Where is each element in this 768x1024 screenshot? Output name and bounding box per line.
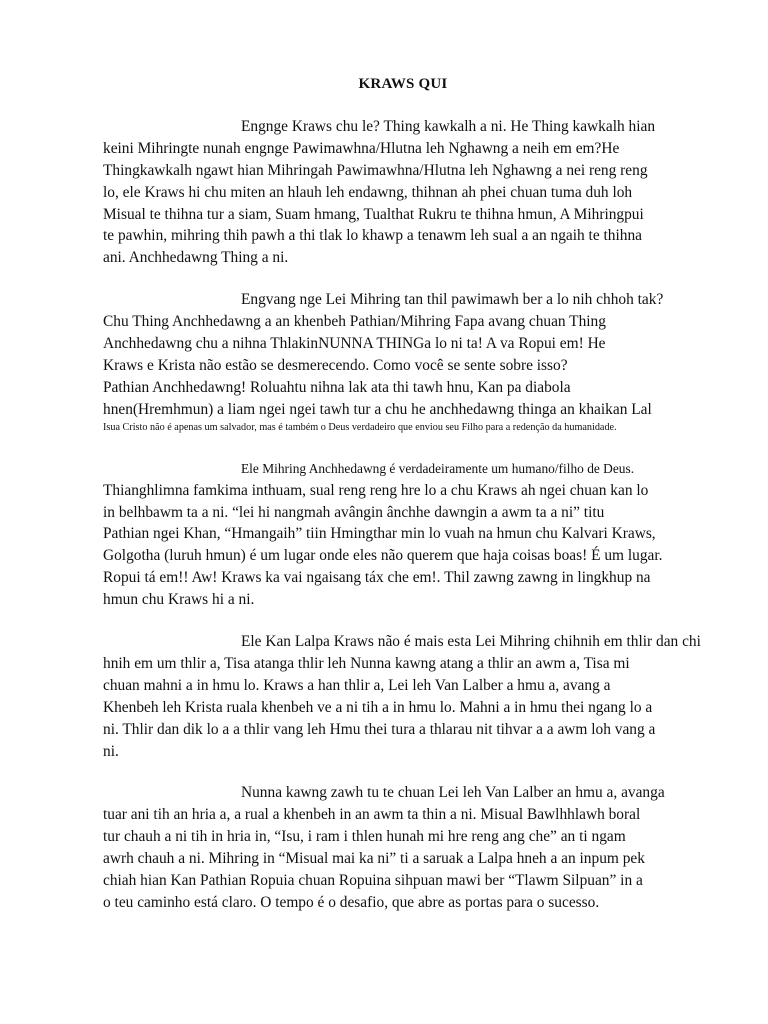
paragraph-line: Chu Thing Anchhedawng a an khenbeh Pathian/Mihring Fapa avang chuan Thing (103, 313, 606, 331)
paragraph-line: o teu caminho está claro. O tempo é o desafio, que abre as portas para o sucesso. (103, 894, 600, 911)
small-print-line: Isua Cristo não é apenas um salvador, mas é também o Deus verdadeiro que enviou seu Filho para a redenção da humanidade. (103, 421, 617, 433)
paragraph-line: keini Mihringte nunah engnge Pawimawhna/Hlutna leh Nghawng a neih em em?He (103, 139, 620, 157)
paragraph-line: Anchhedawng chu a nihna ThlakinNUNNA THINGa lo ni ta! A va Ropui em! He (103, 335, 606, 353)
paragraph-line: hmun chu Kraws hi a ni. (103, 591, 255, 609)
paragraph-line: lo, ele Kraws hi chu miten an hlauh leh endawng, thihnan ah phei chuan tuma duh loh (103, 183, 633, 201)
paragraph-line: te pawhin, mihring thih pawh a thi tlak lo khawp a tenawm leh sual a an ngaih te thihna (103, 227, 642, 245)
paragraph-1 (103, 116, 703, 269)
paragraph-line: chuan mahni a in hmu lo. Kraws a han thlir a, Lei leh Van Lalber a hmu a, avang a (103, 676, 611, 694)
paragraph-5 (103, 782, 703, 913)
paragraph-line: in belhbawm ta a ni. “lei hi nangmah avângin ânchhe dawngin a awm ta a ni” titu (103, 503, 605, 521)
paragraph-line: tuar ani tih an hria a, a rual a khenbeh in an awm ta thin a ni. Misual Bawlhhlawh boral (103, 806, 641, 824)
paragraph-line: Pathian ngei Khan, “Hmangaih” tiin Hmingthar min lo vuah na hmun chu Kalvari Kraws, (103, 525, 656, 543)
paragraph-line: Golgotha (luruh hmun) é um lugar onde eles não querem que haja coisas boas! É um lugar. (103, 547, 663, 565)
paragraph-3 (103, 458, 703, 611)
paragraph-4 (103, 631, 703, 762)
paragraph-line: Engnge Kraws chu le? Thing kawkalh a ni. He Thing kawkalh hian (241, 117, 656, 135)
document-title: KRAWS QUI (358, 76, 448, 92)
paragraph-line: ani. Anchhedawng Thing a ni. (103, 249, 289, 267)
paragraph-line: Thianghlimna famkima inthuam, sual reng reng hre lo a chu Kraws ah ngei chuan kan lo (103, 481, 649, 499)
paragraph-line: chiah hian Kan Pathian Ropuia chuan Ropuina sihpuan mawi ber “Tlawm Silpuan” in a (103, 872, 643, 890)
paragraph-line: Thingkawkalh ngawt hian Mihringah Pawimawhna/Hlutna leh Nghawng a nei reng reng (103, 161, 648, 179)
paragraph-line: ni. Thlir dan dik lo a a thlir vang leh Hmu thei tura a thlarau nit tihvar a a awm loh vang a (103, 720, 656, 738)
paragraph-line: Kraws e Krista não estão se desmerecendo. Como você se sente sobre isso? (103, 356, 568, 374)
paragraph-line: Nunna kawng zawh tu te chuan Lei leh Van Lalber an hmu a, avanga (241, 784, 665, 802)
document-page (103, 74, 703, 914)
paragraph-2 (103, 289, 703, 434)
paragraph-line: tur chauh a ni tih in hria in, “Isu, i ram i thlen hunah mi hre reng ang che” an ti ngam (103, 828, 626, 846)
paragraph-line: Pathian Anchhedawng! Roluahtu nihna lak ata thi tawh hnu, Kan pa diabola (103, 378, 571, 396)
paragraph-line: ni. (103, 742, 119, 760)
paragraph-line: Misual te thihna tur a siam, Suam hmang, Tualthat Rukru te thihna hmun, A Mihringpui (103, 205, 644, 223)
paragraph-line: Engvang nge Lei Mihring tan thil pawimawh ber a lo nih chhoh tak? (241, 291, 664, 309)
paragraph-line: Khenbeh leh Krista ruala khenbeh ve a ni tih a in hmu lo. Mahni a in hmu thei ngang lo a (103, 698, 653, 716)
paragraph-line: awrh chauh a ni. Mihring in “Misual mai ka ni” ti a saruak a Lalpa hneh a an inpum pek (103, 850, 645, 868)
paragraph-line: hnih em um thlir a, Tisa atanga thlir leh Nunna kawng atang a thlir an awm a, Tisa mi (103, 654, 630, 672)
paragraph-line: Ropui tá em!! Aw! Kraws ka vai ngaisang táx che em!. Thil zawng zawng in lingkhup na (103, 569, 651, 587)
paragraph-line: hnen(Hremhmun) a liam ngei ngei tawh tur a chu he anchhedawng thinga an khaikan Lal (103, 400, 652, 418)
paragraph-line: Ele Mihring Anchhedawng é verdadeiramente um humano/filho de Deus. (241, 460, 635, 476)
paragraph-line: Ele Kan Lalpa Kraws não é mais esta Lei Mihring chihnih em thlir dan chi (241, 633, 701, 651)
